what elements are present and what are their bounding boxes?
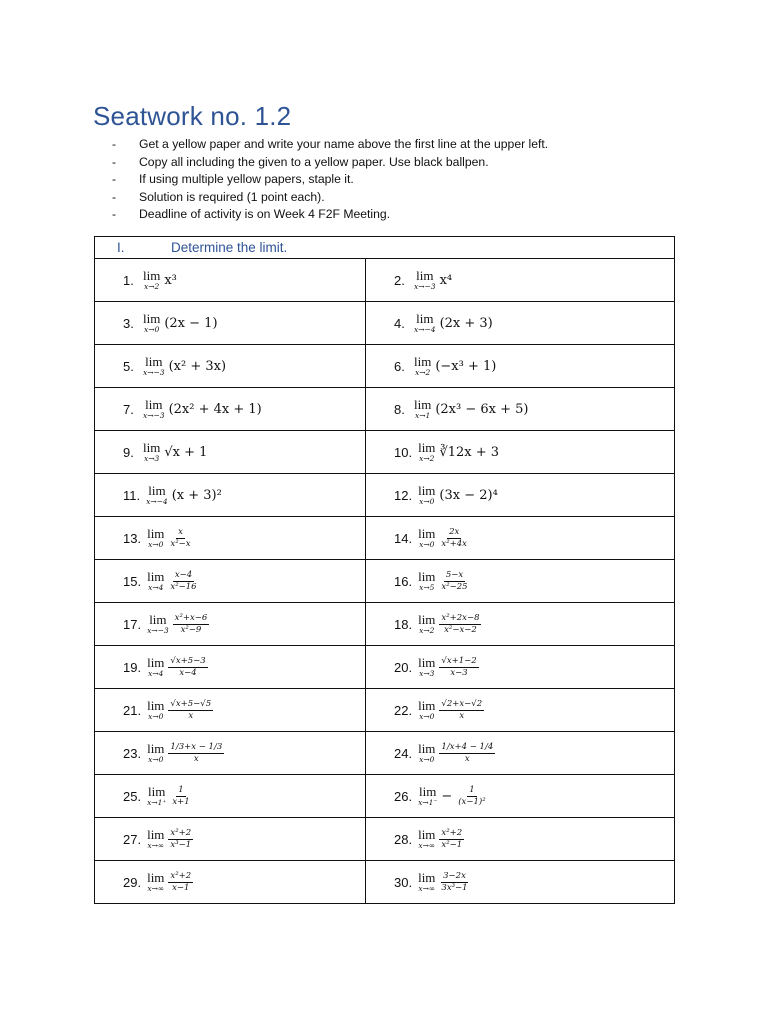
limit-approach: x→0	[148, 540, 164, 550]
limit-operator	[418, 699, 435, 721]
problem-cell	[95, 302, 366, 345]
problem	[95, 312, 365, 334]
problem-row	[95, 388, 675, 431]
limit-approach: x→0	[148, 712, 164, 722]
problem	[95, 613, 365, 635]
problem	[95, 570, 365, 592]
problem-number: 17.	[123, 616, 142, 632]
bullet-dash: -	[112, 154, 117, 169]
problem-number: 18.	[394, 616, 413, 632]
lim-word: lim	[418, 870, 436, 886]
limit-operator	[143, 355, 165, 377]
problem-row	[95, 345, 675, 388]
limit-approach: x→3	[144, 454, 160, 464]
section-numeral: I.	[117, 240, 125, 255]
limit-operator	[414, 355, 431, 377]
problem-cell	[95, 603, 366, 646]
fraction	[173, 614, 210, 635]
problem	[366, 613, 674, 635]
lim-word: lim	[418, 741, 436, 757]
expression: (2x³ − 6x + 5)	[435, 401, 529, 417]
denominator: x	[188, 710, 194, 721]
expression: (3x − 2)⁴	[439, 487, 498, 503]
lim-word: lim	[418, 827, 436, 843]
bullet-dash: -	[112, 172, 117, 187]
limit-approach: x→0	[419, 712, 435, 722]
denominator: x	[193, 753, 199, 764]
denominator: x²−1	[441, 839, 463, 850]
problem-number: 9.	[123, 444, 134, 460]
limit-approach: x→4	[148, 669, 164, 679]
problem-row	[95, 560, 675, 603]
denominator: x²−x−2	[444, 624, 477, 635]
problem-row	[95, 603, 675, 646]
problem-cell	[366, 302, 675, 345]
limit-approach: x→4	[148, 583, 164, 593]
problem-number: 12.	[394, 487, 413, 503]
problem-number: 5.	[123, 358, 134, 374]
numerator: √x+1−2	[441, 655, 477, 666]
problem-cell	[95, 345, 366, 388]
limit-operator	[418, 828, 435, 850]
expression: x⁴	[439, 272, 453, 288]
problem-row	[95, 431, 675, 474]
problem-cell	[366, 646, 675, 689]
problem-number: 27.	[123, 831, 142, 847]
denominator: x	[459, 710, 465, 721]
problem	[366, 871, 674, 893]
problem-cell	[95, 732, 366, 775]
limit-operator	[143, 269, 160, 291]
lim-word: lim	[143, 268, 161, 284]
problem	[95, 742, 365, 764]
lim-word: lim	[418, 655, 436, 671]
denominator: 3x³−1	[441, 882, 468, 893]
page-title: Seatwork no. 1.2	[93, 101, 292, 131]
problem-cell	[95, 560, 366, 603]
problem-row	[95, 861, 675, 904]
problem-number: 15.	[123, 573, 142, 589]
fraction	[168, 872, 193, 893]
fraction	[168, 700, 213, 721]
limit-operator	[414, 269, 436, 291]
numerator: 1/3+x − 1/3	[170, 741, 223, 752]
numerator: 1	[469, 784, 475, 795]
expression: (2x + 3)	[439, 315, 493, 331]
expression: ∛12x + 3	[439, 444, 500, 460]
problem-number: 30.	[394, 874, 413, 890]
problem-number: 16.	[394, 573, 413, 589]
problem-number: 7.	[123, 401, 134, 417]
denominator: x²−16	[170, 581, 197, 592]
problem	[366, 828, 674, 850]
problem-row	[95, 818, 675, 861]
numerator: x²+2	[441, 827, 463, 838]
limit-operator	[146, 484, 168, 506]
limit-operator	[414, 398, 431, 420]
lim-word: lim	[416, 268, 434, 284]
problem-number: 19.	[123, 659, 142, 675]
instruction-text: If using multiple yellow papers, staple it.	[139, 172, 354, 187]
instruction-text: Copy all including the given to a yellow paper. Use black ballpen.	[139, 154, 489, 169]
problem-cell	[366, 560, 675, 603]
lim-word: lim	[147, 741, 165, 757]
problem	[95, 527, 365, 549]
problem-cell	[366, 603, 675, 646]
bullet-dash: -	[112, 189, 117, 204]
denominator: x+1	[172, 796, 190, 807]
problem	[366, 570, 674, 592]
problem-row	[95, 646, 675, 689]
limit-operator	[147, 699, 164, 721]
lim-word: lim	[418, 440, 436, 456]
problem	[366, 269, 674, 291]
lim-word: lim	[147, 526, 165, 542]
problem-row	[95, 517, 675, 560]
limit-operator	[143, 441, 160, 463]
problem-row	[95, 775, 675, 818]
problem	[95, 871, 365, 893]
problem-cell	[366, 689, 675, 732]
limit-approach: x→3	[419, 669, 435, 679]
limit-approach: x→−3	[143, 368, 165, 378]
denominator: x²−9	[180, 624, 202, 635]
limit-approach: x→1⁻	[418, 798, 438, 808]
problem	[366, 355, 674, 377]
problem-number: 25.	[123, 788, 142, 804]
limit-approach: x→5	[419, 583, 435, 593]
problem-cell	[366, 474, 675, 517]
problem-number: 23.	[123, 745, 142, 761]
limit-operator	[418, 441, 435, 463]
limit-approach: x→2	[144, 282, 160, 292]
expression-sign: −	[441, 788, 453, 804]
problem	[366, 785, 674, 807]
problem-number: 1.	[123, 272, 134, 288]
denominator: x²+4x	[441, 538, 467, 549]
lim-word: lim	[147, 569, 165, 585]
expression: (x + 3)²	[171, 487, 222, 503]
instruction-text: Get a yellow paper and write your name above the first line at the upper left.	[139, 137, 549, 151]
lim-word: lim	[143, 311, 161, 327]
instruction-item	[112, 171, 548, 189]
expression: √x + 1	[164, 444, 208, 460]
problem	[366, 398, 674, 420]
fraction	[168, 657, 207, 678]
fraction	[168, 528, 192, 549]
numerator: √x+5−3	[170, 655, 206, 666]
limit-approach: x→−4	[414, 325, 436, 335]
expression: (x² + 3x)	[168, 358, 227, 374]
problem-cell	[366, 517, 675, 560]
instruction-item	[112, 206, 548, 224]
limit-approach: x→∞	[418, 841, 436, 851]
limit-operator	[414, 312, 436, 334]
limit-approach: x→0	[419, 755, 435, 765]
problem-cell	[95, 517, 366, 560]
limit-operator	[147, 613, 169, 635]
problem-cell	[95, 474, 366, 517]
problem	[366, 656, 674, 678]
problem-row	[95, 732, 675, 775]
limit-approach: x→2	[419, 454, 435, 464]
numerator: x²+x−6	[174, 612, 208, 623]
problem-number: 14.	[394, 530, 413, 546]
lim-word: lim	[416, 311, 434, 327]
fraction	[439, 872, 469, 893]
problem	[366, 312, 674, 334]
limit-approach: x→1⁺	[147, 798, 167, 808]
problem-number: 28.	[394, 831, 413, 847]
lim-word: lim	[418, 483, 436, 499]
fraction	[439, 829, 464, 850]
denominator: x²−25	[441, 581, 468, 592]
problem-number: 4.	[394, 315, 405, 331]
instruction-item	[112, 189, 548, 207]
denominator: x²−x	[170, 538, 191, 549]
numerator: 5−x	[445, 569, 464, 580]
numerator: √x+5−√5	[170, 698, 212, 709]
denominator: x−1	[172, 882, 190, 893]
numerator: 3−2x	[443, 870, 466, 881]
limit-operator	[147, 828, 164, 850]
problem-cell	[366, 259, 675, 302]
numerator: x²+2	[170, 827, 192, 838]
problem-number: 6.	[394, 358, 405, 374]
problem	[95, 398, 365, 420]
section-label: Determine the limit.	[171, 240, 288, 255]
problem-number: 2.	[394, 272, 405, 288]
fraction	[439, 657, 478, 678]
lim-word: lim	[148, 483, 166, 499]
lim-word: lim	[414, 354, 432, 370]
problem	[95, 269, 365, 291]
limit-operator	[147, 527, 164, 549]
problem-number: 29.	[123, 874, 142, 890]
fraction	[456, 786, 487, 807]
problem-cell	[95, 431, 366, 474]
fraction	[168, 829, 193, 850]
numerator: x−4	[174, 569, 193, 580]
problem-row	[95, 689, 675, 732]
limit-operator	[143, 312, 160, 334]
fraction	[170, 786, 191, 807]
limit-approach: x→∞	[147, 884, 165, 894]
instructions-list	[112, 136, 548, 224]
limit-operator	[418, 484, 435, 506]
problem-cell	[95, 818, 366, 861]
limit-approach: x→0	[144, 325, 160, 335]
fraction	[439, 614, 481, 635]
fraction	[439, 571, 469, 592]
limit-approach: x→0	[419, 497, 435, 507]
limit-operator	[418, 742, 435, 764]
problem-number: 21.	[123, 702, 142, 718]
limit-approach: x→−3	[414, 282, 436, 292]
bullet-dash: -	[112, 137, 117, 151]
problem-cell	[95, 775, 366, 818]
problem-number: 10.	[394, 444, 413, 460]
lim-word: lim	[418, 612, 436, 628]
problem-cell	[95, 259, 366, 302]
section-header	[95, 237, 675, 259]
problem	[366, 484, 674, 506]
lim-word: lim	[143, 440, 161, 456]
problem-row	[95, 302, 675, 345]
lim-word: lim	[147, 827, 165, 843]
denominator: (x−1)²	[458, 796, 486, 807]
problem	[95, 785, 365, 807]
numerator: 1	[178, 784, 184, 795]
limit-operator	[418, 527, 435, 549]
denominator: x³−1	[170, 839, 192, 850]
lim-word: lim	[145, 397, 163, 413]
numerator: 1/x+4 − 1/4	[441, 741, 494, 752]
problem-number: 11.	[123, 487, 141, 503]
limit-approach: x→−4	[146, 497, 168, 507]
problem-cell	[95, 646, 366, 689]
problem	[95, 699, 365, 721]
numerator: x²+2x−8	[441, 612, 480, 623]
expression: (−x³ + 1)	[435, 358, 497, 374]
limit-approach: x→2	[419, 626, 435, 636]
limit-approach: x→1	[415, 411, 431, 421]
expression: (2x − 1)	[164, 315, 218, 331]
numerator: x²+2	[170, 870, 192, 881]
lim-word: lim	[418, 526, 436, 542]
limit-approach: x→−3	[147, 626, 169, 636]
denominator: x	[464, 753, 470, 764]
lim-word: lim	[148, 784, 166, 800]
problem	[95, 355, 365, 377]
limit-operator	[418, 871, 435, 893]
problem-cell	[366, 388, 675, 431]
limit-operator	[147, 742, 164, 764]
problem-number: 13.	[123, 530, 142, 546]
limit-operator	[143, 398, 165, 420]
problem-number: 20.	[394, 659, 413, 675]
lim-word: lim	[418, 569, 436, 585]
problem-cell	[366, 345, 675, 388]
limit-operator	[418, 785, 437, 807]
problem	[95, 656, 365, 678]
fraction	[439, 700, 484, 721]
denominator: x−3	[450, 667, 468, 678]
limit-operator	[147, 785, 166, 807]
problem-cell	[95, 861, 366, 904]
limit-operator	[147, 570, 164, 592]
problem-cell	[366, 818, 675, 861]
limit-approach: x→∞	[418, 884, 436, 894]
expression: (2x² + 4x + 1)	[168, 401, 262, 417]
problem-row	[95, 259, 675, 302]
instruction-text: Solution is required (1 point each).	[139, 189, 325, 204]
limit-operator	[418, 570, 435, 592]
fraction	[439, 528, 469, 549]
expression: x³	[164, 272, 177, 288]
problem	[95, 441, 365, 463]
limit-approach: x→−3	[143, 411, 165, 421]
numerator: √2+x−√2	[441, 698, 483, 709]
problem	[95, 828, 365, 850]
instruction-item	[112, 136, 548, 154]
limit-approach: x→2	[415, 368, 431, 378]
problem	[95, 484, 365, 506]
numerator: 2x	[449, 526, 460, 537]
limit-approach: x→0	[419, 540, 435, 550]
numerator: x	[178, 526, 183, 537]
limit-approach: x→0	[148, 755, 164, 765]
problem-number: 26.	[394, 788, 413, 804]
lim-word: lim	[147, 698, 165, 714]
lim-word: lim	[414, 397, 432, 413]
lim-word: lim	[419, 784, 437, 800]
lim-word: lim	[418, 698, 436, 714]
instruction-item	[112, 154, 548, 172]
problem-cell	[366, 861, 675, 904]
limit-operator	[147, 871, 164, 893]
bullet-dash: -	[112, 207, 117, 222]
instruction-text: Deadline of activity is on Week 4 F2F Meeting.	[139, 207, 391, 222]
problem-number: 3.	[123, 315, 134, 331]
lim-word: lim	[149, 612, 167, 628]
problem-cell	[366, 775, 675, 818]
fraction	[439, 743, 495, 764]
fraction	[168, 571, 198, 592]
problem-number: 24.	[394, 745, 413, 761]
lim-word: lim	[147, 870, 165, 886]
problem-cell	[366, 431, 675, 474]
problem-cell	[95, 689, 366, 732]
problem-cell	[95, 388, 366, 431]
limit-operator	[418, 613, 435, 635]
problem-row	[95, 474, 675, 517]
lim-word: lim	[147, 655, 165, 671]
fraction	[168, 743, 224, 764]
limit-operator	[147, 656, 164, 678]
limit-operator	[418, 656, 435, 678]
lim-word: lim	[145, 354, 163, 370]
problem	[366, 527, 674, 549]
problem-number: 22.	[394, 702, 413, 718]
problem-cell	[366, 732, 675, 775]
problem-number: 8.	[394, 401, 405, 417]
problem	[366, 699, 674, 721]
limit-approach: x→∞	[147, 841, 165, 851]
problems-table	[94, 236, 675, 904]
denominator: x−4	[179, 667, 197, 678]
problem	[366, 742, 674, 764]
problem	[366, 441, 674, 463]
